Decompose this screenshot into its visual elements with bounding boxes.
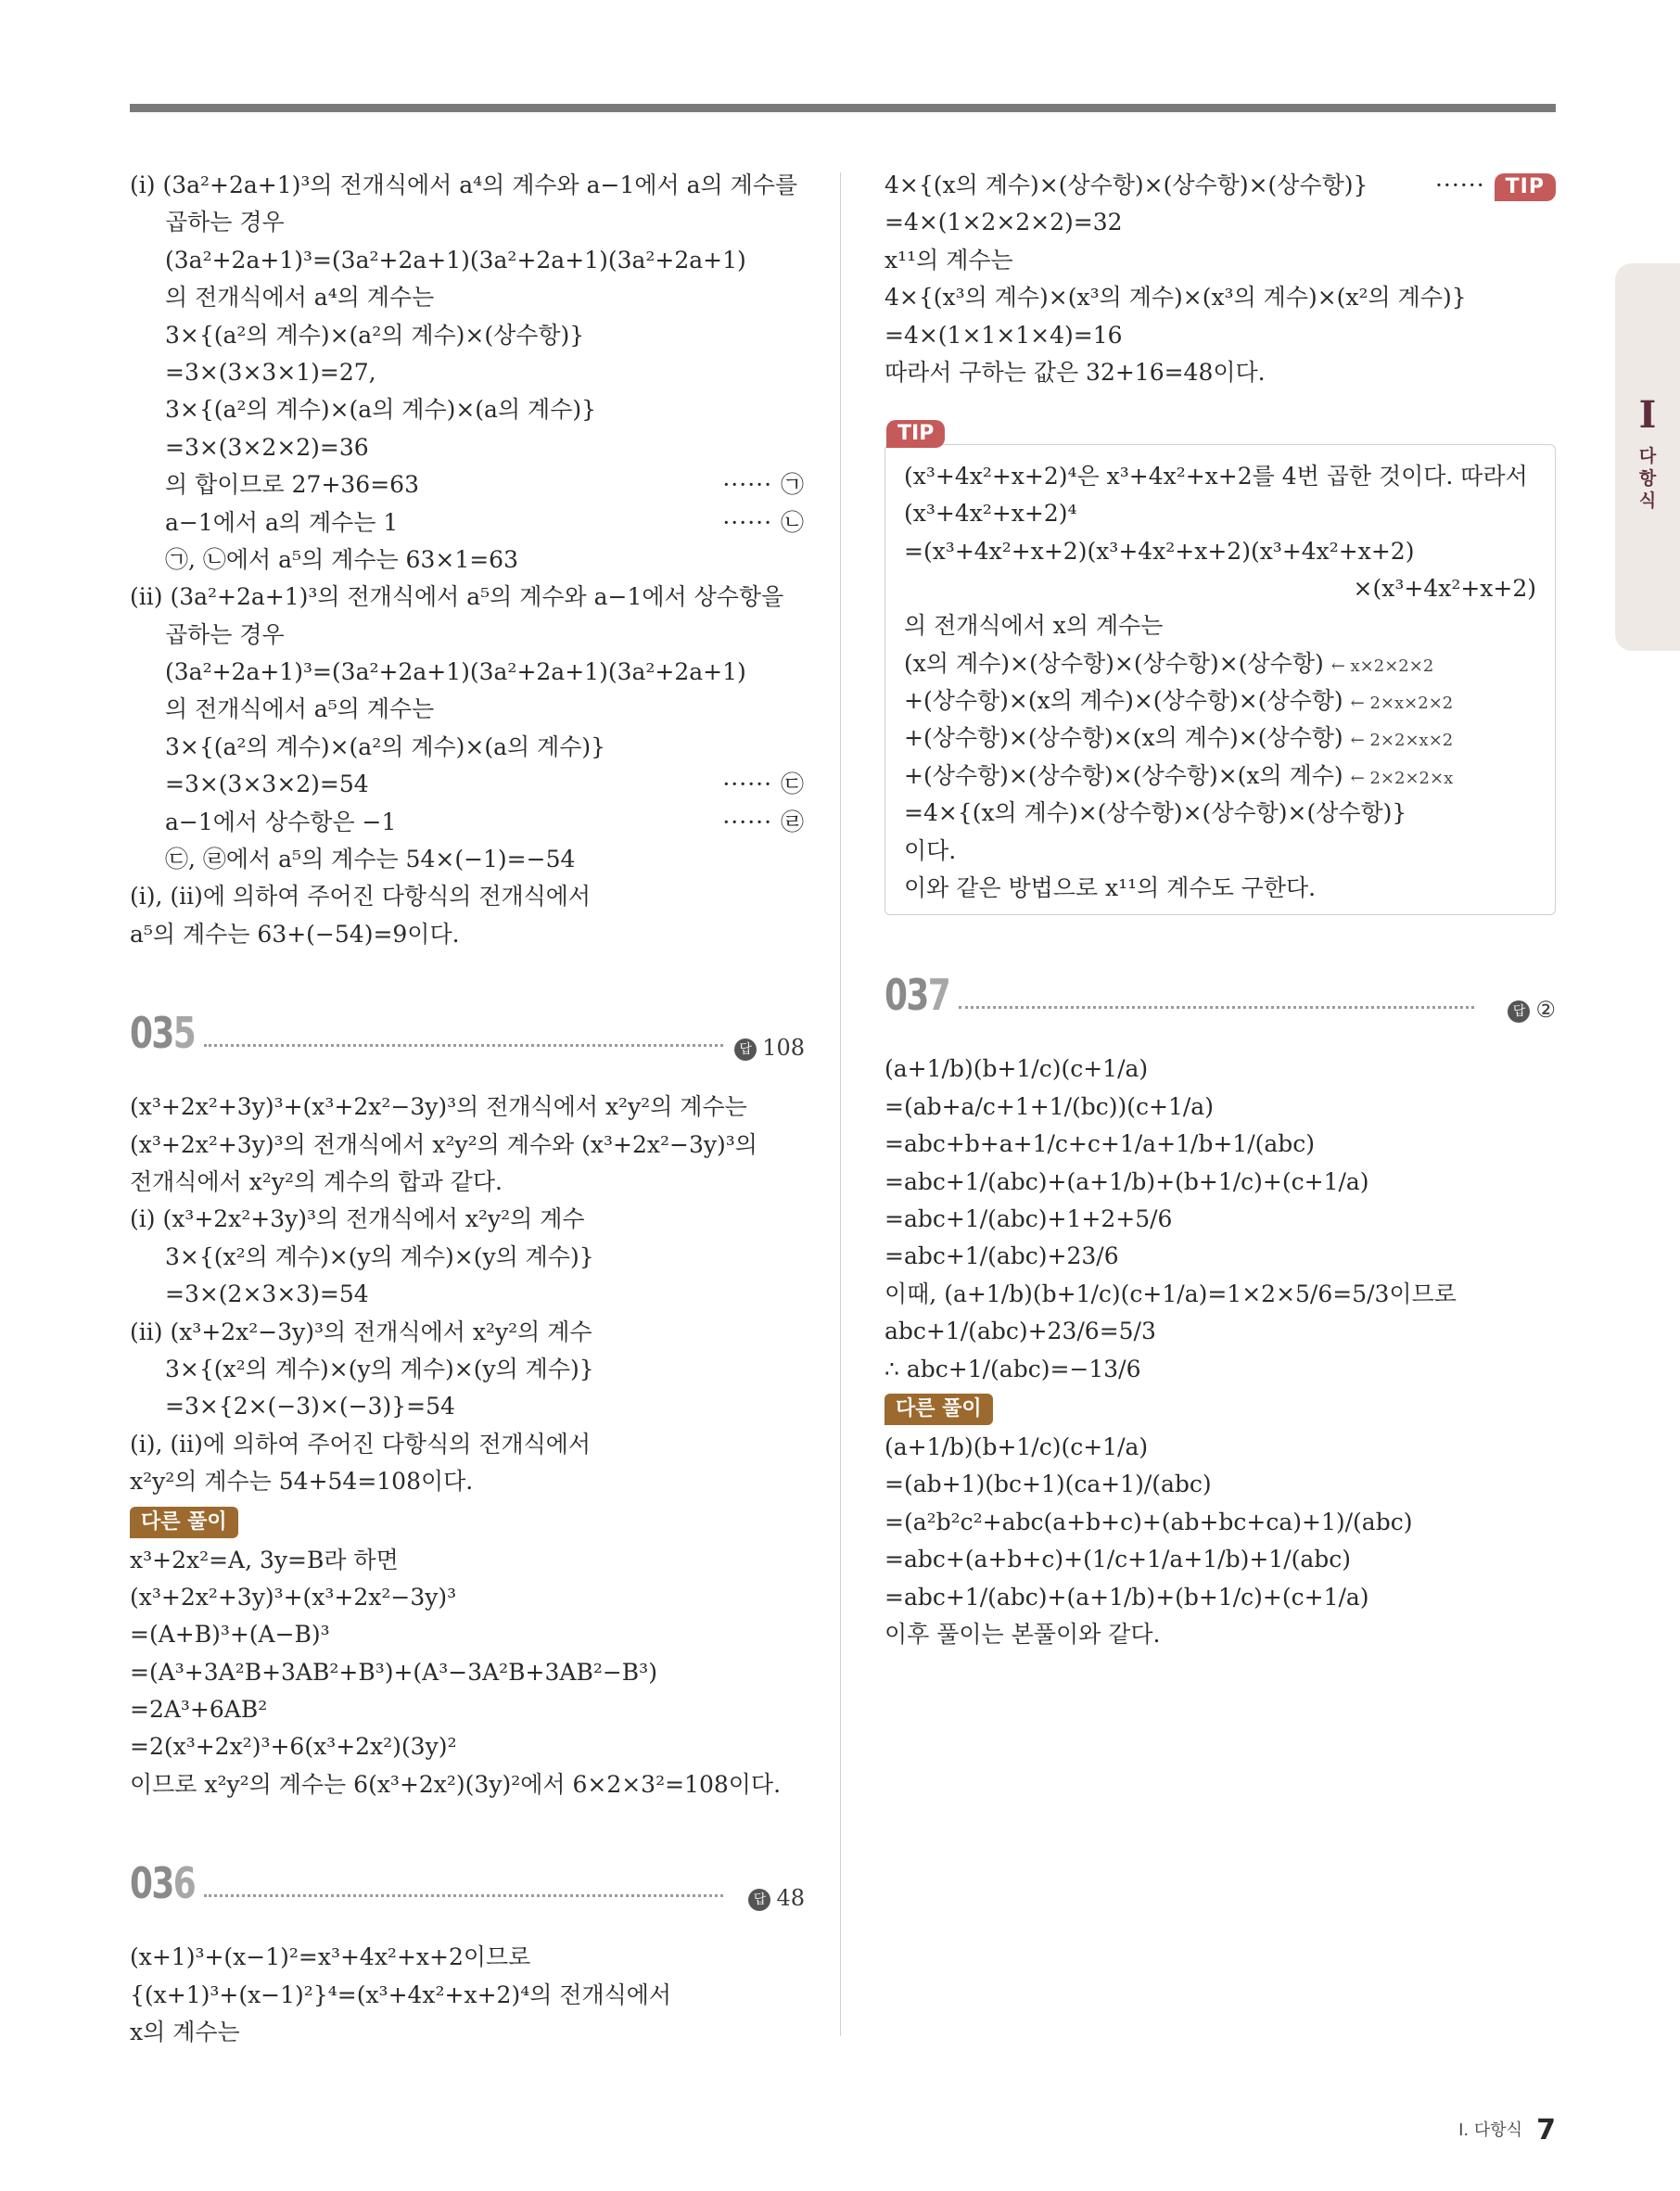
line-text: =4×{(x의 계수)×(상수항)×(상수항)×(상수항)} xyxy=(904,799,1407,827)
line-text: =abc+1/(abc)+(a+1/b)+(b+1/c)+(c+1/a) xyxy=(885,1167,1369,1195)
line-text: =(A+B)³+(A−B)³ xyxy=(130,1621,330,1649)
line-text: 3×{(a²의 계수)×(a의 계수)×(a의 계수)} xyxy=(165,396,597,424)
line-text: 3×{(a²의 계수)×(a²의 계수)×(a의 계수)} xyxy=(165,732,606,760)
text-line xyxy=(130,1239,805,1276)
line-text: (x³+4x²+x+2)⁴은 x³+4x²+x+2를 4번 곱한 것이다. 따라서 xyxy=(904,462,1528,490)
marker-text: ······ ㉢ xyxy=(722,771,805,798)
text-line xyxy=(130,1691,805,1728)
chapter-side-tab[interactable] xyxy=(1615,263,1680,651)
line-text: {(x+1)³+(x−1)²}⁴=(x³+4x²+x+2)⁴의 전개식에서 xyxy=(130,1981,672,2008)
text-line xyxy=(885,1276,1556,1313)
side-note: ← 2×2×2×x xyxy=(1350,768,1454,788)
text-line xyxy=(885,317,1556,354)
text-line xyxy=(130,579,805,616)
top-rule xyxy=(130,104,1556,112)
text-line xyxy=(904,720,1536,757)
text-line xyxy=(130,729,805,766)
line-text: x의 계수는 xyxy=(130,2019,240,2046)
continued-solution xyxy=(130,167,805,953)
chapter-title-vertical xyxy=(1615,445,1680,512)
text-line xyxy=(885,1541,1556,1578)
text-line xyxy=(885,1313,1556,1350)
line-text: =(ab+a/c+1+1/(bc))(c+1/a) xyxy=(885,1092,1214,1120)
line-text: x³+2x²=A, 3y=B라 하면 xyxy=(130,1546,399,1573)
line-text: (ⅰ) (x³+2x²+3y)³의 전개식에서 x²y²의 계수 xyxy=(130,1205,585,1233)
chapter-numeral: I xyxy=(1638,393,1657,437)
text-line xyxy=(885,242,1556,279)
marker-text: ······ ㉡ xyxy=(722,508,805,536)
text-line xyxy=(130,841,805,878)
line-text: =3×(3×3×1)=27, xyxy=(165,358,376,386)
problem-number: 037 xyxy=(885,970,950,1021)
tip-box xyxy=(885,404,1556,915)
line-text: (ⅱ) (x³+2x²−3y)³의 전개식에서 x²y²의 계수 xyxy=(130,1318,592,1345)
line-text: 의 전개식에서 x의 계수는 xyxy=(904,612,1164,640)
side-note: ← x×2×2×2 xyxy=(1330,656,1434,676)
tip-content xyxy=(885,444,1556,916)
line-text: =(a²b²c²+abc(a+b+c)+(ab+bc+ca)+1)/(abc) xyxy=(885,1508,1413,1535)
line-text: (ⅰ), (ⅱ)에 의하여 주어진 다항식의 전개식에서 xyxy=(130,1430,592,1458)
line-text: =3×(2×3×3)=54 xyxy=(165,1280,369,1308)
leader-dots xyxy=(959,1006,1474,1009)
text-line xyxy=(885,279,1556,316)
side-note: ← 2×2×x×2 xyxy=(1350,731,1454,751)
answer-icon: 답 xyxy=(734,1038,757,1061)
line-text: =2(x³+2x²)³+6(x³+2x²)(3y)² xyxy=(130,1733,457,1761)
line-text: =3×(3×2×2)=36 xyxy=(165,433,369,461)
tip-badge: TIP xyxy=(886,420,945,448)
text-line xyxy=(885,204,1556,241)
line-marker xyxy=(1435,167,1556,204)
problem-037-solution xyxy=(885,1051,1556,1388)
text-line xyxy=(130,878,805,915)
text-line xyxy=(130,1314,805,1351)
text-line xyxy=(885,1126,1556,1163)
text-line xyxy=(130,1939,805,1976)
line-text: =4×(1×2×2×2)=32 xyxy=(885,209,1123,236)
text-line xyxy=(130,804,805,841)
line-text: (ⅰ) (3a²+2a+1)³의 전개식에서 a⁴의 계수와 a−1에서 a의 계수를 xyxy=(130,172,798,198)
line-text: (x³+2x²+3y)³+(x³+2x²−3y)³ xyxy=(130,1583,457,1611)
text-line xyxy=(130,167,805,204)
text-line xyxy=(885,354,1556,391)
line-text: 곱하는 경우 xyxy=(165,209,285,236)
text-line xyxy=(130,1579,805,1616)
marker-text: ······ ㉠ xyxy=(722,471,805,499)
tip-badge: TIP xyxy=(1495,173,1556,201)
line-marker xyxy=(722,504,805,541)
text-line xyxy=(904,570,1536,607)
answer-label: 답 108 xyxy=(734,1029,805,1066)
leader-dots xyxy=(204,1894,723,1897)
line-text: =(x³+4x²+x+2)(x³+4x²+x+2)(x³+4x²+x+2) xyxy=(904,537,1415,565)
line-text: 의 전개식에서 a⁴의 계수는 xyxy=(165,284,435,312)
line-text: =3×(3×3×2)=54 xyxy=(165,771,369,798)
text-line xyxy=(885,1466,1556,1503)
text-line xyxy=(130,1127,805,1164)
problem-number: 035 xyxy=(130,1008,196,1059)
answer-label: 답 48 xyxy=(748,1879,805,1917)
line-marker xyxy=(722,466,805,503)
line-text: 이므로 x²y²의 계수는 6(x³+2x²)(3y)²에서 6×2×3²=108이다. xyxy=(130,1770,782,1798)
text-line xyxy=(130,279,805,316)
text-line xyxy=(885,167,1556,204)
page-number: 7 xyxy=(1536,2114,1556,2146)
text-line xyxy=(130,1426,805,1463)
problem-036-header xyxy=(130,1859,805,1933)
line-text: 4×{(x의 계수)×(상수항)×(상수항)×(상수항)} xyxy=(885,172,1368,198)
text-line xyxy=(130,654,805,691)
marker-text: ······ xyxy=(1434,172,1485,198)
alt-solution-badge: 다른 풀이 xyxy=(130,1507,238,1538)
text-line xyxy=(904,758,1536,795)
line-text: ×(x³+4x²+x+2) xyxy=(1353,574,1536,602)
tab-char: 식 xyxy=(1638,490,1657,511)
line-text: =abc+1/(abc)+(a+1/b)+(b+1/c)+(c+1/a) xyxy=(885,1583,1369,1611)
text-line xyxy=(885,1504,1556,1541)
text-line xyxy=(904,533,1536,570)
column-divider xyxy=(840,172,841,2036)
text-line xyxy=(885,1351,1556,1388)
text-line xyxy=(130,1616,805,1653)
line-text: 곱하는 경우 xyxy=(165,620,285,648)
problem-035-solution xyxy=(130,1089,805,1500)
line-text: 이때, (a+1/b)(b+1/c)(c+1/a)=1×2×5/6=5/3이므로 xyxy=(885,1280,1457,1307)
text-line xyxy=(130,504,805,541)
line-marker xyxy=(722,766,805,803)
line-text: (x³+2x²+3y)³+(x³+2x²−3y)³의 전개식에서 x²y²의 계수는 xyxy=(130,1093,747,1121)
line-text: ㉢, ㉣에서 a⁵의 계수는 54×(−1)=−54 xyxy=(165,846,576,873)
line-text: x²y²의 계수는 54+54=108이다. xyxy=(130,1468,474,1496)
text-line xyxy=(885,1429,1556,1466)
line-text: (x³+4x²+x+2)⁴ xyxy=(904,500,1077,528)
line-text: =(A³+3A²B+3AB²+B³)+(A³−3A²B+3AB²−B³) xyxy=(130,1658,657,1686)
line-text: =abc+(a+b+c)+(1/c+1/a+1/b)+1/(abc) xyxy=(885,1546,1352,1573)
text-line xyxy=(904,645,1536,682)
marker-text: ······ ㉣ xyxy=(722,808,805,835)
text-line xyxy=(885,1238,1556,1275)
line-text: (ⅰ), (ⅱ)에 의하여 주어진 다항식의 전개식에서 xyxy=(130,883,592,911)
right-column xyxy=(885,167,1556,1653)
text-line xyxy=(130,766,805,803)
line-text: 의 전개식에서 a⁵의 계수는 xyxy=(165,695,435,723)
text-line xyxy=(130,916,805,953)
line-text: =abc+1/(abc)+23/6 xyxy=(885,1242,1119,1270)
line-text: x¹¹의 계수는 xyxy=(885,246,1013,274)
text-line xyxy=(130,1388,805,1425)
text-line xyxy=(130,242,805,279)
line-text: (a+1/b)(b+1/c)(c+1/a) xyxy=(885,1433,1149,1460)
line-text: (x의 계수)×(상수항)×(상수항)×(상수항) xyxy=(904,649,1324,677)
line-marker xyxy=(722,804,805,841)
line-text: a⁵의 계수는 63+(−54)=9이다. xyxy=(130,920,460,948)
line-text: 이다. xyxy=(904,836,957,864)
text-line xyxy=(904,495,1536,532)
text-line xyxy=(885,1051,1556,1088)
problem-037-header xyxy=(885,971,1556,1045)
text-line xyxy=(904,870,1536,907)
page-footer xyxy=(1458,2114,1556,2146)
text-line xyxy=(130,1766,805,1803)
text-line xyxy=(130,204,805,241)
problem-035-alt-solution xyxy=(130,1542,805,1804)
problem-number: 036 xyxy=(130,1858,196,1909)
alt-solution-badge: 다른 풀이 xyxy=(885,1394,993,1425)
line-text: =abc+1/(abc)+1+2+5/6 xyxy=(885,1205,1173,1232)
line-text: 3×{(a²의 계수)×(a²의 계수)×(상수항)} xyxy=(165,321,585,349)
answer-icon: 답 xyxy=(1508,1000,1530,1023)
line-text: 이와 같은 방법으로 x¹¹의 계수도 구한다. xyxy=(904,874,1317,902)
text-line xyxy=(130,1542,805,1579)
line-text: 4×{(x³의 계수)×(x³의 계수)×(x³의 계수)×(x²의 계수)} xyxy=(885,284,1467,312)
text-line xyxy=(130,1276,805,1313)
text-line xyxy=(130,1728,805,1765)
text-line xyxy=(130,317,805,354)
text-line xyxy=(130,354,805,391)
line-text: =3×{2×(−3)×(−3)}=54 xyxy=(165,1393,455,1420)
line-text: (3a²+2a+1)³=(3a²+2a+1)(3a²+2a+1)(3a²+2a+1) xyxy=(165,658,746,686)
text-line xyxy=(885,1616,1556,1653)
answer-icon: 답 xyxy=(748,1889,770,1911)
line-text: a−1에서 상수항은 −1 xyxy=(165,808,397,835)
line-text: +(상수항)×(상수항)×(x의 계수)×(상수항) xyxy=(904,724,1343,752)
tab-char: 다 xyxy=(1638,446,1657,466)
text-line xyxy=(885,1579,1556,1616)
text-line xyxy=(904,833,1536,870)
text-line xyxy=(130,1977,805,2014)
leader-dots xyxy=(204,1044,723,1047)
side-note: ← 2×x×2×2 xyxy=(1350,694,1454,714)
line-text: ∴ abc+1/(abc)=−13/6 xyxy=(885,1355,1141,1382)
text-line xyxy=(130,691,805,728)
text-line xyxy=(130,1351,805,1388)
text-line xyxy=(130,2014,805,2051)
line-text: (ⅱ) (3a²+2a+1)³의 전개식에서 a⁵의 계수와 a−1에서 상수항을 xyxy=(130,583,784,611)
line-text: +(상수항)×(상수항)×(상수항)×(x의 계수) xyxy=(904,761,1343,789)
line-text: abc+1/(abc)+23/6=5/3 xyxy=(885,1318,1156,1345)
line-text: 의 합이므로 27+36=63 xyxy=(165,471,419,499)
text-line xyxy=(130,541,805,579)
text-line xyxy=(904,682,1536,720)
line-text: a−1에서 a의 계수는 1 xyxy=(165,508,399,536)
text-line xyxy=(130,429,805,466)
text-line xyxy=(904,458,1536,495)
line-text: 3×{(x²의 계수)×(y의 계수)×(y의 계수)} xyxy=(165,1355,594,1382)
line-text: =(ab+1)(bc+1)(ca+1)/(abc) xyxy=(885,1471,1212,1498)
line-text: (a+1/b)(b+1/c)(c+1/a) xyxy=(885,1055,1149,1083)
line-text: 이후 풀이는 본풀이와 같다. xyxy=(885,1620,1161,1648)
line-text: (x+1)³+(x−1)²=x³+4x²+x+2이므로 xyxy=(130,1943,531,1971)
line-text: =abc+b+a+1/c+c+1/a+1/b+1/(abc) xyxy=(885,1130,1316,1158)
text-line xyxy=(130,391,805,428)
answer-label: 답 ② xyxy=(1508,991,1556,1028)
text-line xyxy=(904,795,1536,832)
tab-char: 항 xyxy=(1638,468,1657,489)
line-text: 따라서 구하는 값은 32+16=48이다. xyxy=(885,358,1266,386)
text-line xyxy=(130,1201,805,1238)
problem-037-alt-solution xyxy=(885,1429,1556,1653)
problem-036-continued xyxy=(885,167,1556,391)
text-line xyxy=(130,1654,805,1691)
footer-chapter: I. 다항식 xyxy=(1458,2121,1523,2140)
problem-035-header xyxy=(130,1009,805,1083)
text-line xyxy=(130,617,805,654)
text-line xyxy=(130,1089,805,1126)
line-text: 3×{(x²의 계수)×(y의 계수)×(y의 계수)} xyxy=(165,1242,594,1270)
left-column xyxy=(130,167,805,2051)
line-text: =2A³+6AB² xyxy=(130,1696,268,1724)
line-text: 전개식에서 x²y²의 계수의 합과 같다. xyxy=(130,1167,503,1195)
line-text: =4×(1×1×1×4)=16 xyxy=(885,321,1123,349)
text-line xyxy=(904,607,1536,644)
text-line xyxy=(130,466,805,503)
line-text: ㉠, ㉡에서 a⁵의 계수는 63×1=63 xyxy=(165,545,518,573)
problem-036-solution xyxy=(130,1939,805,2051)
text-line xyxy=(130,1164,805,1201)
line-text: (x³+2x²+3y)³의 전개식에서 x²y²의 계수와 (x³+2x²−3y)³의 xyxy=(130,1130,757,1158)
line-text: +(상수항)×(x의 계수)×(상수항)×(상수항) xyxy=(904,687,1343,715)
text-line xyxy=(885,1201,1556,1238)
text-line xyxy=(885,1164,1556,1201)
text-line xyxy=(885,1089,1556,1126)
line-text: (3a²+2a+1)³=(3a²+2a+1)(3a²+2a+1)(3a²+2a+1) xyxy=(165,246,746,274)
text-line xyxy=(130,1463,805,1500)
